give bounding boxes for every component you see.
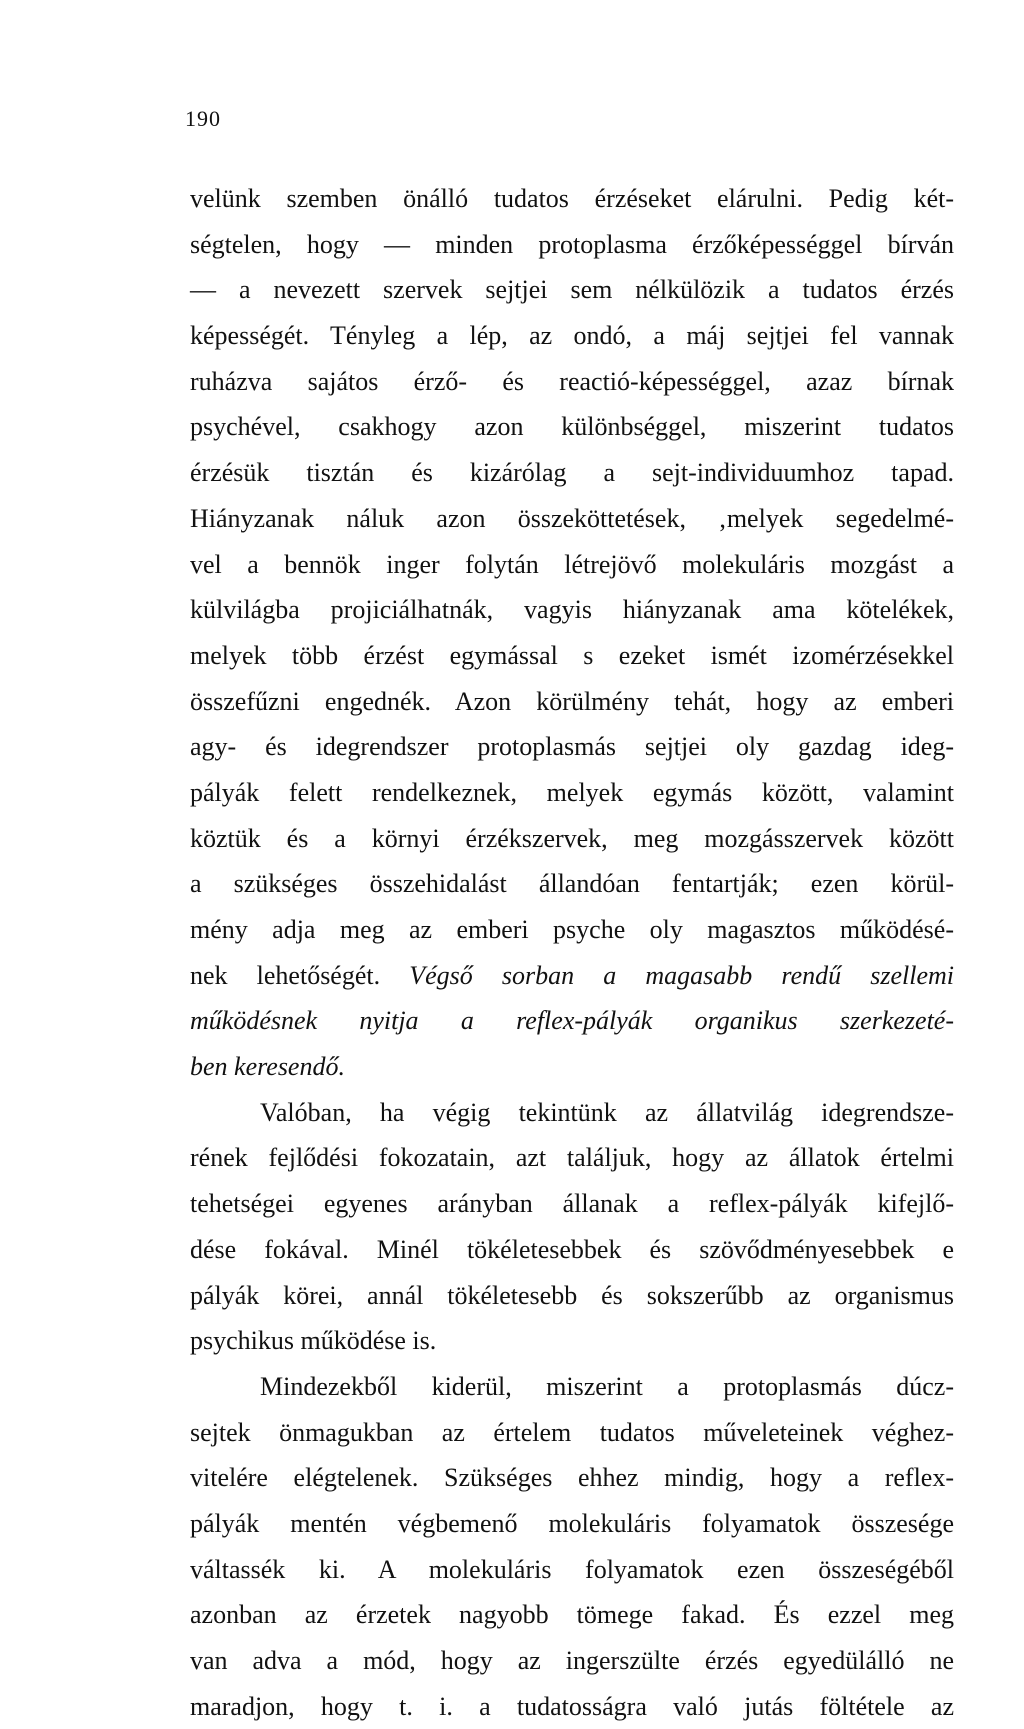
text-line: maradjon, hogy t. i. a tudatosságra való jutás föltétele az — [190, 1691, 954, 1721]
regular-text: nek lehetőségét. — [190, 960, 410, 990]
text-line: Mindezekből kiderül, miszerint a protoplasmás dúcz- — [260, 1371, 954, 1401]
text-line: működésnek nyitja a reflex-pályák organikus szerkezeté- — [190, 1006, 954, 1036]
body-text — [190, 176, 954, 1729]
text-line: vitelére elégtelenek. Szükséges ehhez mindig, hogy a reflex- — [190, 1463, 954, 1493]
text-line: Valóban, ha végig tekintünk az állatvilág idegrendsze- — [260, 1097, 954, 1127]
text-line: Hiányzanak náluk azon összeköttetések, ‚melyek segedelmé- — [190, 503, 954, 533]
text-line: agy- és idegrendszer protoplasmás sejtjei oly gazdag ideg- — [190, 732, 954, 762]
text-line: velünk szemben önálló tudatos érzéseket elárulni. Pedig két- — [190, 184, 954, 213]
text-line: képességét. Tényleg a lép, az ondó, a máj sejtjei fel vannak — [190, 321, 954, 351]
text-line: melyek több érzést egymással s ezeket ismét izomérzésekkel — [190, 640, 954, 670]
text-line: pályák felett rendelkeznek, melyek egymás között, valamint — [190, 777, 954, 807]
text-line: ruházva sajátos érző- és reactió-képességgel, azaz bírnak — [190, 366, 954, 396]
text-line: összefűzni engednék. Azon körülmény tehát, hogy az emberi — [190, 686, 954, 716]
text-line: mény adja meg az emberi psyche oly magasztos működésé- — [190, 915, 954, 944]
text-line: azonban az érzetek nagyobb tömege fakad. És ezzel meg — [190, 1600, 954, 1630]
text-line: érzésük tisztán és kizárólag a sejt-individuumhoz tapad. — [190, 458, 954, 488]
text-line: ben keresendő. — [190, 1052, 345, 1082]
text-line: — a nevezett szervek sejtjei sem nélkülözik a tudatos érzés — [190, 275, 954, 305]
text-line: külvilágba projiciálhatnák, vagyis hiányzanak ama kötelékek, — [190, 595, 954, 625]
text-line: van adva a mód, hogy az ingerszülte érzés egyedülálló ne — [190, 1646, 954, 1675]
text-line: vel a bennök inger folytán létrejövő molekuláris mozgást a — [190, 549, 954, 579]
text-line: rének fejlődési fokozatain, azt találjuk, hogy az állatok értelmi — [190, 1143, 954, 1173]
text-line: tehetségei egyenes arányban állanak a reflex-pályák kifejlő- — [190, 1189, 954, 1219]
text-line: psychikus működése is. — [190, 1326, 437, 1356]
text-line: pályák körei, annál tökéletesebb és sokszerűbb az organismus — [190, 1280, 954, 1310]
text-line: ségtelen, hogy — minden protoplasma érzőképességgel bírván — [190, 229, 954, 259]
text-line: köztük és a környi érzékszervek, meg mozgásszervek között — [190, 823, 954, 853]
italic-emphasis: Végső sorban a magasabb rendű szellemi — [409, 960, 954, 990]
text-line: dése fokával. Minél tökéletesebbek és szövődményesebbek e — [190, 1234, 954, 1264]
text-line: a szükséges összehidalást állandóan fentartják; ezen körül- — [190, 869, 954, 899]
page-number: 190 — [185, 106, 221, 131]
text-line-mixed — [190, 953, 954, 999]
text-line: váltassék ki. A molekuláris folyamatok ezen összeségéből — [190, 1554, 954, 1584]
text-line: psychével, csakhogy azon különbséggel, miszerint tudatos — [190, 412, 954, 442]
text-line: pályák mentén végbemenő molekuláris folyamatok összesége — [190, 1508, 954, 1538]
text-line: sejtek önmagukban az értelem tudatos műveleteinek véghez- — [190, 1417, 954, 1447]
